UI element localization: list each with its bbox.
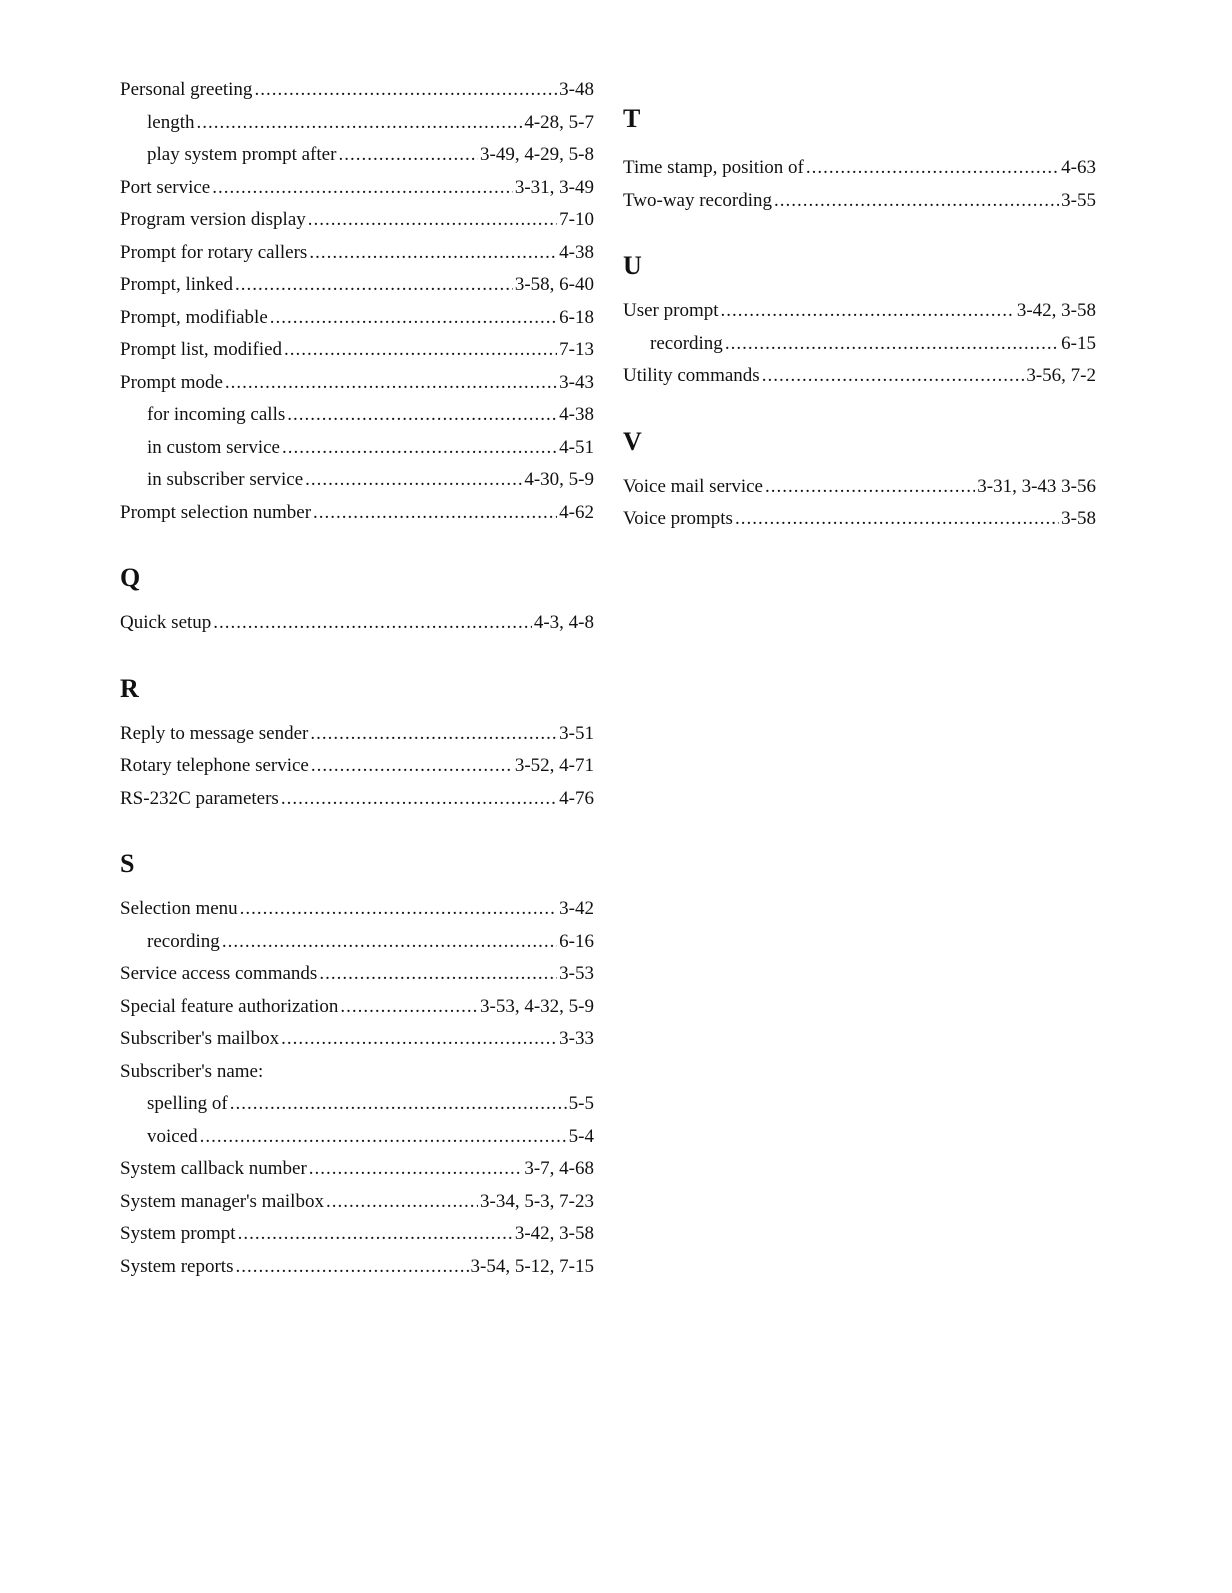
index-section-v	[623, 427, 1096, 536]
index-term: Subscriber's name:	[120, 1060, 264, 1082]
page-references: 3-51	[559, 722, 594, 744]
index-entry-prompt-list-modified	[120, 334, 594, 367]
index-term: in subscriber service	[147, 469, 304, 490]
dot-leader	[281, 1023, 557, 1056]
section-letter-r: R	[120, 673, 139, 703]
page-references: 4-51	[559, 436, 594, 458]
index-term: System prompt	[120, 1223, 236, 1244]
dot-leader	[308, 204, 557, 237]
page-references: 3-7, 4-68	[524, 1158, 594, 1179]
index-entry-rs-232c-parameters	[120, 783, 594, 816]
index-entry-recording	[623, 328, 1096, 361]
section-letter-t: T	[623, 104, 641, 133]
page-references: 3-53, 4-32, 5-9	[480, 995, 594, 1017]
page-references: 6-16	[559, 930, 594, 952]
page-references: 4-30, 5-9	[524, 469, 594, 490]
index-term: Time stamp, position of	[623, 157, 804, 178]
dot-leader	[282, 432, 557, 465]
index-entry-voice-mail-service	[623, 471, 1096, 504]
page-references: 5-5	[568, 1093, 594, 1114]
index-term: RS-232C parameters	[120, 787, 279, 809]
dot-leader	[200, 1121, 567, 1154]
index-entry-recording	[120, 926, 594, 959]
dot-leader	[287, 399, 557, 432]
index-entry-prompt-mode	[120, 367, 594, 400]
index-section-u	[623, 251, 1096, 393]
index-entry-utility-commands	[623, 360, 1096, 393]
index-term: recording	[147, 930, 220, 952]
index-entry-system-manager-s-mailbox	[120, 1186, 594, 1219]
index-entry-user-prompt	[623, 295, 1096, 328]
index-term: System reports	[120, 1255, 234, 1277]
index-entry-quick-setup	[120, 607, 594, 640]
dot-leader	[311, 750, 513, 783]
index-entry-list	[623, 471, 1096, 536]
index-term: Port service	[120, 176, 211, 198]
index-term: Program version display	[120, 209, 306, 230]
dot-leader	[305, 464, 522, 497]
section-letter-u: U	[623, 251, 642, 280]
index-term: Prompt selection number	[120, 501, 312, 523]
page-references: 4-63	[1061, 157, 1096, 178]
index-term: Service access commands	[120, 963, 318, 984]
index-entry-reply-to-message-sender	[120, 718, 594, 751]
dot-leader	[774, 185, 1059, 218]
dot-leader	[238, 1218, 513, 1251]
index-entry-play-system-prompt-after	[120, 139, 594, 172]
index-term: Prompt, modifiable	[120, 306, 268, 328]
index-term: Quick setup	[120, 612, 212, 633]
index-entry-system-callback-number	[120, 1153, 594, 1186]
index-entry-voice-prompts	[623, 503, 1096, 536]
page-references: 3-49, 4-29, 5-8	[480, 144, 594, 165]
dot-leader	[270, 302, 557, 335]
index-term: Rotary telephone service	[120, 755, 309, 776]
dot-leader	[762, 360, 1025, 393]
index-term: Prompt for rotary callers	[120, 241, 308, 263]
index-term: System callback number	[120, 1158, 307, 1179]
dot-leader	[284, 334, 557, 367]
page-references: 7-10	[559, 209, 594, 230]
page-references: 3-42, 3-58	[514, 1223, 594, 1244]
index-term: Two-way recording	[623, 189, 773, 211]
index-entry-personal-greeting	[120, 74, 594, 107]
index-term: for incoming calls	[147, 404, 286, 425]
index-entry-list	[120, 607, 594, 640]
page-references: 7-13	[559, 339, 594, 360]
dot-leader	[340, 991, 478, 1024]
index-term: Prompt, linked	[120, 274, 233, 295]
index-entry-special-feature-authorization	[120, 991, 594, 1024]
section-letter-v: V	[623, 426, 642, 456]
index-entry-program-version-display	[120, 204, 594, 237]
index-term: Special feature authorization	[120, 995, 339, 1017]
index-term: Prompt mode	[120, 371, 223, 393]
index-entry-subscriber-s-mailbox	[120, 1023, 594, 1056]
index-term: play system prompt after	[147, 144, 337, 165]
page-references: 4-76	[559, 787, 594, 809]
dot-leader	[725, 328, 1059, 361]
page-references: 3-31, 3-49	[514, 176, 594, 198]
page-references: 6-15	[1061, 332, 1096, 354]
page-references: 3-34, 5-3, 7-23	[480, 1190, 594, 1212]
index-term: recording	[650, 332, 723, 354]
page-references: 6-18	[559, 306, 594, 328]
dot-leader	[319, 958, 557, 991]
dot-leader	[765, 471, 975, 504]
index-entry-in-subscriber-service	[120, 464, 594, 497]
page-references: 3-42	[559, 898, 594, 919]
page-references: 3-31, 3-43 3-56	[977, 475, 1096, 497]
index-term: spelling of	[147, 1093, 228, 1114]
index-term: Prompt list, modified	[120, 339, 283, 360]
index-term: Subscriber's mailbox	[120, 1028, 280, 1049]
page-references: 4-38	[559, 241, 594, 263]
dot-leader	[309, 237, 557, 270]
index-entry-rotary-telephone-service	[120, 750, 594, 783]
dot-leader	[254, 74, 557, 107]
index-entry-list	[623, 295, 1096, 393]
index-term: User prompt	[623, 300, 719, 321]
section-letter-q: Q	[120, 563, 141, 592]
dot-leader	[230, 1088, 567, 1121]
page-references: 3-42, 3-58	[1016, 300, 1096, 321]
index-entry-for-incoming-calls	[120, 399, 594, 432]
page-references: 3-56, 7-2	[1026, 365, 1096, 386]
index-entry-in-custom-service	[120, 432, 594, 465]
index-entry-system-reports	[120, 1251, 594, 1284]
index-term: in custom service	[147, 436, 280, 458]
index-section-t	[623, 104, 1096, 217]
page-references: 3-58, 6-40	[514, 274, 594, 295]
index-entry-list	[623, 152, 1096, 217]
page-references: 4-28, 5-7	[524, 111, 594, 133]
index-entry-selection-menu	[120, 893, 594, 926]
index-entry-prompt-selection-number	[120, 497, 594, 530]
index-entry-list	[120, 718, 594, 816]
page-references: 3-58	[1061, 508, 1096, 529]
dot-leader	[213, 607, 532, 640]
dot-leader	[326, 1186, 478, 1219]
index-term: Utility commands	[623, 365, 760, 386]
page-references: 4-62	[559, 501, 594, 523]
index-term: Personal greeting	[120, 79, 253, 100]
page-references: 3-53	[559, 963, 594, 984]
index-entry-list	[120, 893, 594, 1283]
index-section-continued	[120, 74, 594, 529]
index-column-right	[623, 104, 1096, 570]
index-column-left	[120, 79, 594, 1317]
index-section-r	[120, 674, 594, 816]
dot-leader	[806, 152, 1059, 185]
index-term: length	[147, 111, 195, 133]
index-entry-time-stamp-position-of	[623, 152, 1096, 185]
page-references: 4-3, 4-8	[533, 612, 594, 633]
index-entry-service-access-commands	[120, 958, 594, 991]
dot-leader	[735, 503, 1059, 536]
index-entry-length	[120, 107, 594, 140]
dot-leader	[235, 269, 513, 302]
index-term: Reply to message sender	[120, 722, 309, 744]
dot-leader	[309, 1153, 523, 1186]
index-section-s	[120, 849, 594, 1283]
page-references: 3-52, 4-71	[514, 755, 594, 776]
page-references: 3-43	[559, 371, 594, 393]
index-entry-list	[120, 74, 594, 529]
dot-leader	[338, 139, 478, 172]
index-entry-prompt-linked	[120, 269, 594, 302]
dot-leader	[197, 107, 523, 140]
index-entry-port-service	[120, 172, 594, 205]
index-entry-prompt-modifiable	[120, 302, 594, 335]
index-entry-subscriber-s-name	[120, 1056, 594, 1089]
dot-leader	[281, 783, 557, 816]
index-entry-system-prompt	[120, 1218, 594, 1251]
dot-leader	[225, 367, 557, 400]
index-term: System manager's mailbox	[120, 1190, 324, 1212]
page-references: 3-33	[559, 1028, 594, 1049]
page-references: 4-38	[559, 404, 594, 425]
dot-leader	[721, 295, 1015, 328]
dot-leader	[313, 497, 557, 530]
page-references: 3-54, 5-12, 7-15	[470, 1255, 594, 1277]
dot-leader	[212, 172, 513, 205]
dot-leader	[222, 926, 557, 959]
section-letter-s: S	[120, 849, 135, 878]
index-term: Voice prompts	[623, 508, 733, 529]
index-term: Voice mail service	[623, 475, 763, 497]
dot-leader	[240, 893, 558, 926]
index-section-q	[120, 563, 594, 640]
index-entry-spelling-of	[120, 1088, 594, 1121]
index-term: Selection menu	[120, 898, 238, 919]
index-entry-two-way-recording	[623, 185, 1096, 218]
index-term: voiced	[147, 1125, 198, 1147]
dot-leader	[235, 1251, 468, 1284]
index-entry-voiced	[120, 1121, 594, 1154]
index-entry-prompt-for-rotary-callers	[120, 237, 594, 270]
page-references: 3-48	[559, 79, 594, 100]
page-references: 5-4	[568, 1125, 594, 1147]
page-references: 3-55	[1061, 189, 1096, 211]
dot-leader	[310, 718, 557, 751]
